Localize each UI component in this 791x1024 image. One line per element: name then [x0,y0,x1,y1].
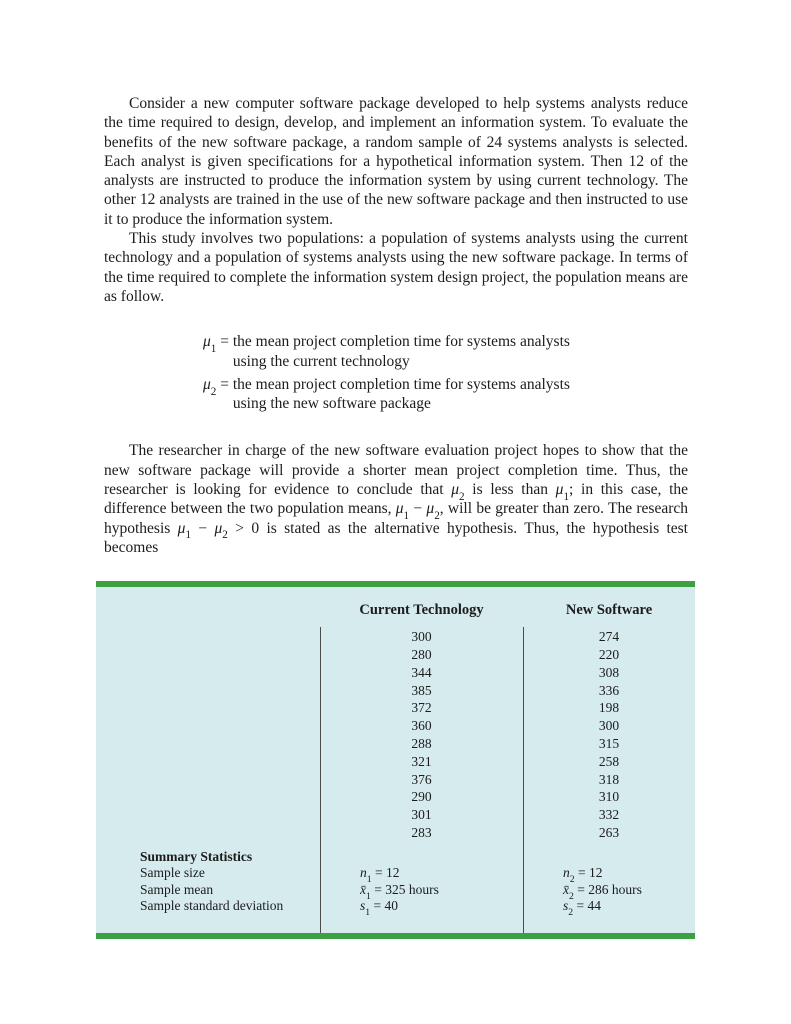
completion-time-table [96,581,695,939]
data-value-current-technology: 372 [411,700,432,716]
data-value-new-software: 310 [598,789,620,805]
empty-cell [96,735,320,753]
summary-value-new-software [523,898,695,919]
subscript: 2 [210,385,217,398]
definitions-block [203,332,688,413]
data-value-new-software: 258 [598,753,620,769]
mu1-line2: using the current technology [232,352,410,370]
data-value-new-software: 315 [598,736,620,752]
data-value-current-technology: 301 [411,807,432,823]
data-value-new-software: 332 [598,807,620,823]
subscript: 1 [185,529,192,542]
data-value-current-technology: 321 [411,753,432,769]
table-vertical-rule-left [320,627,321,933]
text-segment: The researcher in charge of the new software evaluation project hopes to show that the new software package will provide a shorter mean project completion time. Thus, the researcher is looking for evidence to conclude that [104,442,688,499]
math-symbol: n [360,865,367,881]
math-symbol: μ [451,481,460,499]
subscript: 2 [569,874,575,886]
paragraph-two-populations [104,229,688,306]
text-segment: = 12 [574,865,603,881]
math-symbol: μ [214,519,223,537]
definition-mu2 [203,375,688,414]
subscript: 1 [366,874,372,886]
column-header-new-software: New Software [565,602,653,619]
empty-cell [96,771,320,789]
data-value-new-software: 198 [598,700,620,716]
text-segment: = 44 [573,898,601,914]
text-segment: This study involves two populations: a population of systems analysts using the current technology and a population of systems analysts using the new software package. In terms of the time required to complete the information system design project, the population means are as follow. [104,230,688,305]
empty-cell [523,842,695,866]
subscript: 1 [210,343,217,356]
subscript: 1 [403,510,410,523]
data-value-current-technology: 360 [411,718,432,734]
text-segment: = 12 [371,865,400,881]
subscript: 2 [568,907,574,919]
math-symbol: μ [203,375,211,393]
summary-value-new-software [523,881,695,902]
math-symbol: s [360,898,366,914]
data-value-current-technology: 376 [411,771,432,787]
table-bottom-green-bar [96,933,695,939]
paragraph-software-study [104,94,688,229]
table-vertical-rule-right [523,627,524,933]
math-symbol: x̄ [360,881,366,897]
data-value-current-technology: 288 [411,736,432,752]
mu1-symbol [203,332,233,371]
math-symbol: μ [177,519,186,537]
data-value-new-software: 336 [598,682,620,698]
data-value-new-software: 220 [598,647,620,663]
math-symbol: n [563,865,570,881]
mu1-description [233,332,688,371]
empty-cell [96,753,320,771]
mu2-line2: using the new software package [232,395,431,413]
text-segment: = [216,333,233,351]
subscript: 1 [365,907,371,919]
empty-cell [96,699,320,717]
empty-cell [96,788,320,806]
empty-cell [96,646,320,664]
empty-cell [96,601,320,628]
summary-statistics-title: Summary Statistics [140,848,253,864]
subscript: 2 [459,490,465,503]
math-symbol: μ [203,333,211,351]
mu2-description [233,375,688,414]
text-segment: = 325 hours [370,881,439,897]
empty-cell [320,842,523,866]
math-symbol: x̄ [563,881,569,897]
text-segment: , will be greater than zero. The research hypothesis [104,500,688,537]
text-segment: > 0 is stated as the alternative hypothesis. Thus, the hypothesis test becomes [104,519,688,556]
summary-label: Sample size [140,865,205,881]
data-value-current-technology: 290 [411,789,432,805]
summary-label: Sample mean [140,881,214,897]
subscript: 1 [366,890,371,902]
subscript: 2 [434,510,440,523]
summary-label: Sample standard deviation [140,898,284,914]
math-symbol: s [563,898,569,914]
data-value-current-technology: 385 [411,682,432,698]
empty-cell [96,628,320,646]
summary-value-current-technology [320,881,523,902]
subscript: 1 [563,490,570,503]
data-value-new-software: 263 [598,825,620,840]
text-segment: − [191,519,215,537]
definition-mu1 [203,332,688,371]
subscript: 2 [222,529,228,542]
summary-value-current-technology [320,865,523,886]
data-value-current-technology: 344 [411,664,432,680]
summary-value-current-technology [320,898,523,919]
empty-cell [96,664,320,682]
data-value-new-software: 308 [598,664,620,680]
text-segment: = 286 hours [573,881,642,897]
empty-cell [96,824,320,842]
empty-cell [96,682,320,700]
empty-cell [96,717,320,735]
mu2-symbol [203,375,233,414]
data-value-new-software: 300 [598,718,620,734]
data-value-new-software: 274 [598,629,620,645]
text-segment: is less than [464,481,556,499]
text-segment: − [409,500,427,518]
math-symbol: μ [395,500,404,518]
table-body [96,587,695,933]
text-segment: ; in this case, the difference between the two population means, [104,481,689,518]
math-symbol: μ [555,481,564,499]
mu2-line1: the mean project completion time for systems analysts [232,375,570,393]
summary-value-new-software [523,865,695,886]
paragraph-hypothesis [104,441,688,557]
text-segment: = 40 [370,898,398,914]
data-value-current-technology: 283 [411,825,432,840]
empty-cell [96,806,320,824]
data-value-current-technology: 300 [411,629,432,645]
text-segment: = [216,375,233,393]
column-header-current-technology: Current Technology [359,602,484,619]
math-symbol: μ [426,500,435,518]
data-value-current-technology: 280 [411,647,432,663]
mu1-line1: the mean project completion time for systems analysts [232,333,570,351]
data-value-new-software: 318 [598,771,620,787]
subscript: 2 [569,890,574,902]
table-grid [96,601,695,919]
text-segment: Consider a new computer software package developed to help systems analysts reduce the time required to design, develop, and implement an information system. To evaluate the benefits of the new software package, a random sample of 24 systems analysts is selected. Each analyst is given specifications for a hypothetical information system. Then 12 of the analysts are instructed to produce the information system by using current technology. The other 12 analysts are trained in the use of the new software package and then instructed to use it to produce the information system. [104,95,688,228]
